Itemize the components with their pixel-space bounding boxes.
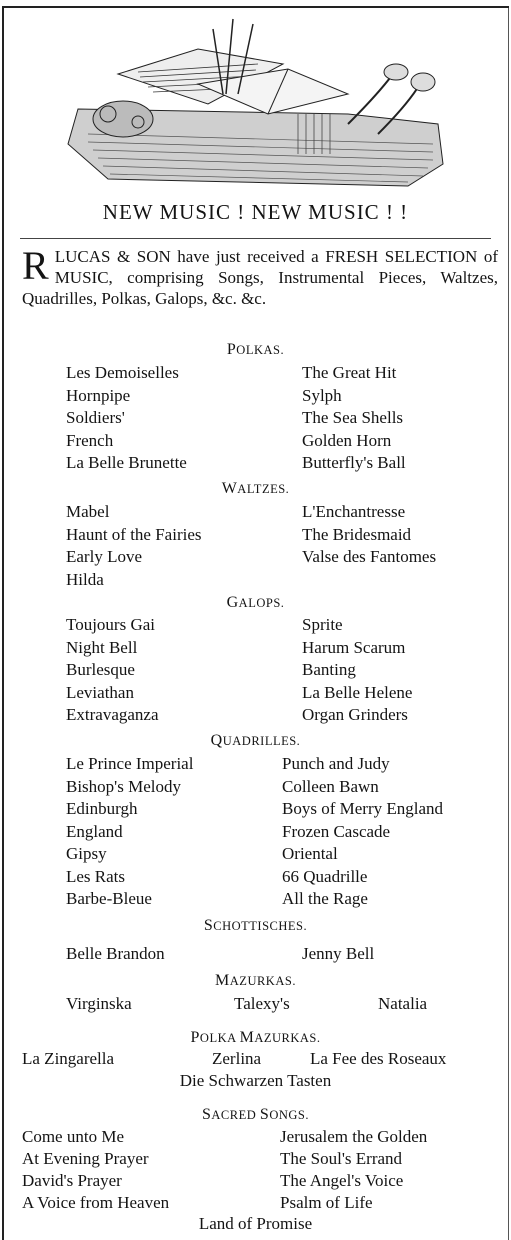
section-heading-waltzes: WALTZES. xyxy=(221,480,290,497)
list-item: Belle Brandon xyxy=(66,944,165,963)
list-item: Barbe-Bleue All the Rage xyxy=(66,889,368,908)
list-item: At Evening Prayer The Soul's Errand xyxy=(22,1149,403,1168)
section-heading-polka-mazurkas: POLKA MAZURKAS. xyxy=(190,1029,321,1046)
list-item: Zerlina xyxy=(212,1049,262,1068)
list-item: Virginska xyxy=(66,994,132,1013)
list-item: Hilda xyxy=(66,569,104,589)
list-item: Bishop's Melody Colleen Bawn xyxy=(66,776,379,796)
list-item: Extravaganza Organ Grinders xyxy=(66,705,408,724)
music-instruments-engraving xyxy=(48,14,468,194)
section-heading-schottisches: SCHOTTISCHES. xyxy=(203,917,308,934)
quadrilles-list xyxy=(66,753,506,911)
galops-list xyxy=(66,614,506,727)
list-item: England Frozen Cascade xyxy=(66,821,391,841)
section-heading-galops: GALOPS. xyxy=(226,594,285,611)
list-item: Jenny Bell xyxy=(302,944,375,963)
intro-text: LUCAS & SON have just received a FRESH SELECTION of MUSIC, comprising Songs, Instrumental Pieces, Waltzes, Quadrilles, Polkas, Galops, &c. &c. xyxy=(22,247,498,308)
list-item: Die Schwarzen Tasten xyxy=(179,1071,332,1090)
list-item: Gipsy Oriental xyxy=(66,844,338,863)
list-item: Soldiers' The Sea Shells xyxy=(66,408,404,427)
section-heading-quadrilles: QUADRILLES. xyxy=(210,732,301,749)
polkas-list xyxy=(66,362,506,475)
drop-cap: R xyxy=(22,243,49,288)
list-item: Leviathan La Belle Helene xyxy=(66,682,413,702)
top-rule xyxy=(2,6,509,8)
list-item: French Golden Horn xyxy=(66,430,392,450)
section-heading-polkas: POLKAS. xyxy=(226,341,285,358)
list-item: Talexy's xyxy=(234,994,290,1013)
list-item: Burlesque Banting xyxy=(66,660,356,679)
right-border xyxy=(508,6,509,1240)
list-item: Les Demoiselles The Great Hit xyxy=(66,363,397,382)
list-item: Toujours Gai Sprite xyxy=(66,615,343,634)
section-heading-sacred-songs: SACRED SONGS. xyxy=(202,1106,309,1123)
list-item: La Zingarella xyxy=(22,1049,115,1068)
section-heading-mazurkas: MAZURKAS. xyxy=(215,972,296,989)
list-item: Mabel L'Enchantresse xyxy=(66,502,406,521)
sacred-songs-list xyxy=(22,1126,506,1214)
intro-paragraph xyxy=(22,243,498,309)
list-item: David's Prayer The Angel's Voice xyxy=(22,1171,404,1190)
list-item: La Belle Brunette Butterfly's Ball xyxy=(66,453,406,472)
waltzes-list xyxy=(66,501,506,591)
list-item: Le Prince Imperial Punch and Judy xyxy=(66,754,390,773)
list-item: Haunt of the Fairies The Bridesmaid xyxy=(66,524,412,544)
list-item: Natalia xyxy=(378,994,428,1013)
list-item: Come unto Me Jerusalem the Golden xyxy=(22,1127,428,1146)
list-item: Les Rats 66 Quadrille xyxy=(66,866,368,886)
list-item: Early Love Valse des Fantomes xyxy=(66,547,437,566)
list-item: La Fee des Roseaux xyxy=(310,1049,447,1068)
list-item: A Voice from Heaven Psalm of Life xyxy=(22,1193,373,1212)
left-border xyxy=(2,6,4,1240)
headline: NEW MUSIC ! NEW MUSIC ! ! xyxy=(102,200,409,224)
list-item: Land of Promise xyxy=(198,1214,313,1233)
list-item: Night Bell Harum Scarum xyxy=(66,637,406,657)
list-item: Hornpipe Sylph xyxy=(66,385,342,405)
headline-rule xyxy=(20,238,491,239)
list-item: Edinburgh Boys of Merry England xyxy=(66,799,444,818)
